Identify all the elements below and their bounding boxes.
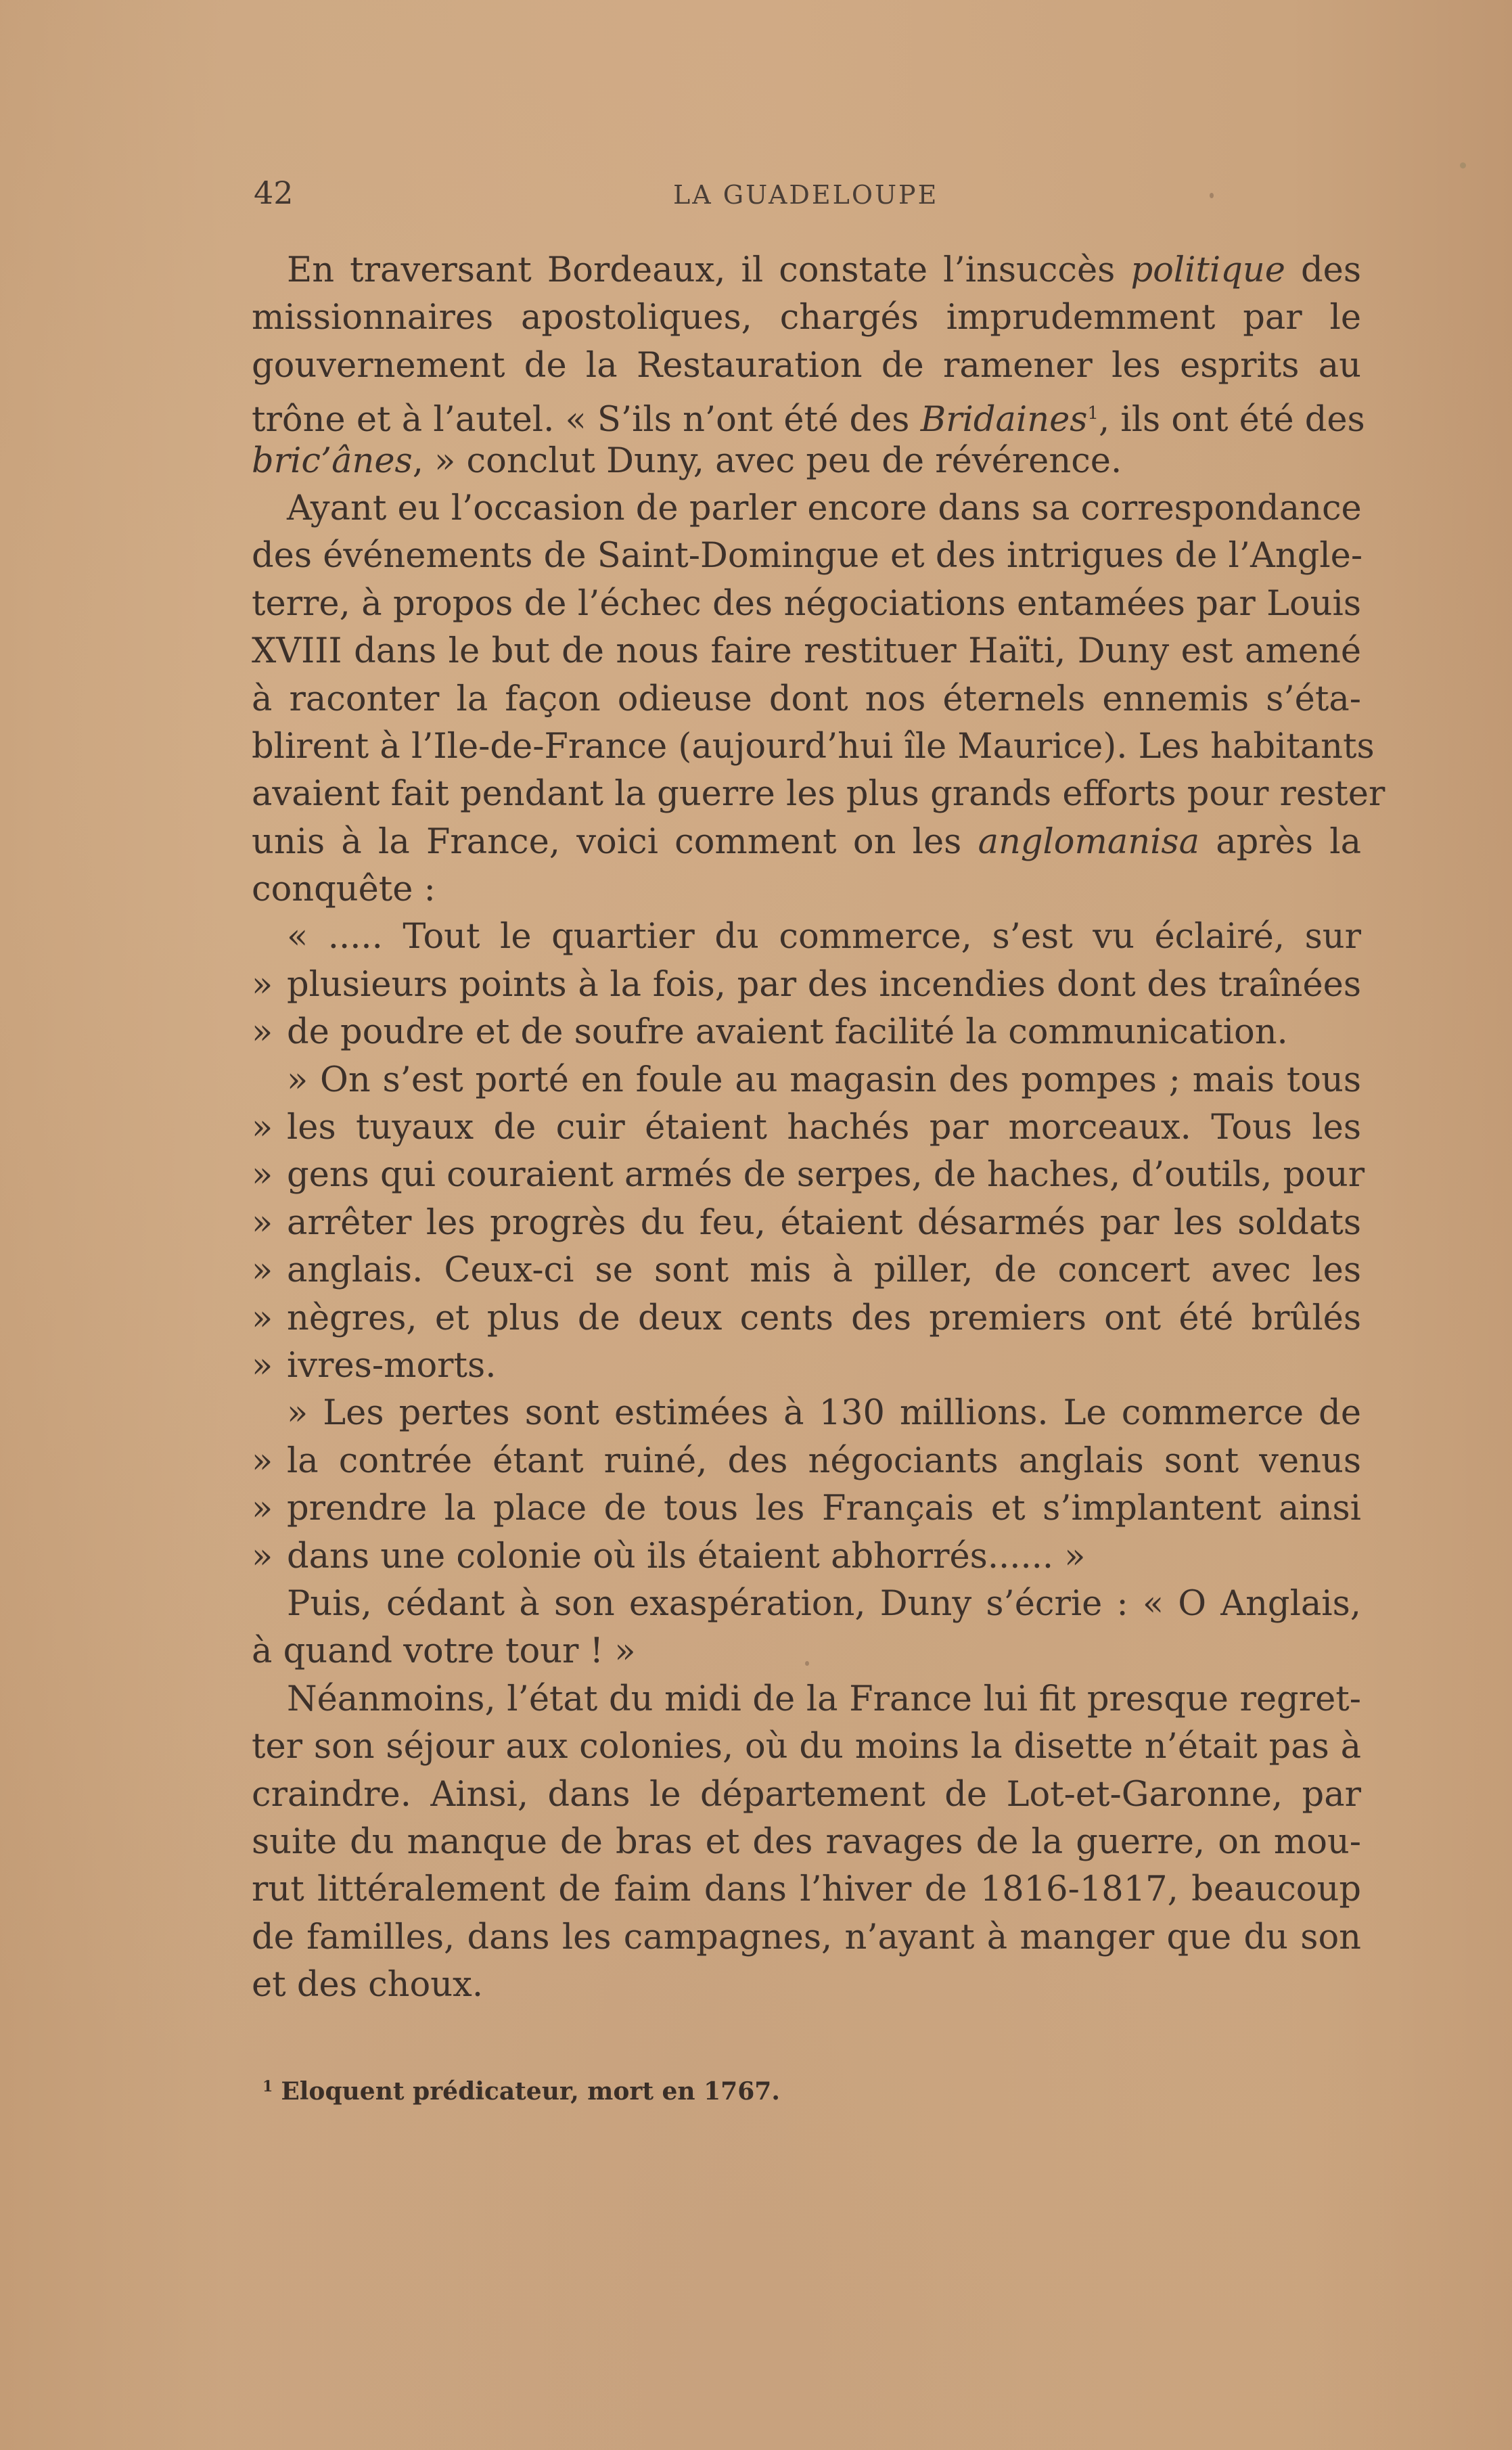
text-line: à raconter la façon odieuse dont nos éternels ennemis s’éta- bbox=[252, 679, 1361, 719]
text-line: unis à la France, voici comment on les anglomanisa après la bbox=[252, 821, 1361, 862]
emphasis: anglomanisa bbox=[978, 821, 1200, 862]
quote-line: » de poudre et de soufre avaient facilité la communication. bbox=[252, 1012, 1288, 1053]
quote-line: » plusieurs points à la fois, par des incendies dont des traînées bbox=[252, 964, 1361, 1005]
running-title: LA GUADELOUPE bbox=[673, 180, 939, 210]
quote-line: » gens qui couraient armés de serpes, de haches, d’outils, pour bbox=[252, 1155, 1365, 1196]
footnote bbox=[262, 2077, 780, 2106]
quote-line: » arrêter les progrès du feu, étaient désarmés par les soldats bbox=[252, 1202, 1361, 1243]
page-header bbox=[254, 175, 1363, 215]
text-line: blirent à l’Ile-de-France (aujourd’hui île Maurice). Les habitants bbox=[252, 726, 1375, 767]
text-line: gouvernement de la Restauration de ramener les esprits au bbox=[252, 345, 1361, 386]
text-line: Ayant eu l’occasion de parler encore dans sa correspondance bbox=[287, 488, 1362, 528]
text-line: à quand votre tour ! » bbox=[252, 1631, 636, 1672]
quote-line: » les tuyaux de cuir étaient hachés par morceaux. Tous les bbox=[252, 1108, 1361, 1148]
paper-speck bbox=[805, 1661, 809, 1666]
quote-line: « ..... Tout le quartier du commerce, s’est vu éclairé, sur bbox=[287, 917, 1361, 957]
footnote-marker: 1 bbox=[262, 2078, 273, 2095]
text-line: craindre. Ainsi, dans le département de Lot-et-Garonne, par bbox=[252, 1774, 1361, 1815]
footnote-ref: 1 bbox=[1087, 403, 1099, 424]
text-line: suite du manque de bras et des ravages de la guerre, on mou- bbox=[252, 1821, 1361, 1862]
text-line: avaient fait pendant la guerre les plus grands efforts pour rester bbox=[252, 774, 1385, 815]
quote-line: » dans une colonie où ils étaient abhorrés...... » bbox=[252, 1536, 1086, 1576]
footnote-text: Eloquent prédicateur, mort en 1767. bbox=[281, 2077, 780, 2106]
text-line: Puis, cédant à son exaspération, Duny s’écrie : « O Anglais, bbox=[287, 1583, 1361, 1624]
text-line: missionnaires apostoliques, chargés imprudemment par le bbox=[252, 298, 1361, 338]
text-line: ter son séjour aux colonies, où du moins la disette n’était pas à bbox=[252, 1727, 1361, 1767]
text-line: de familles, dans les campagnes, n’ayant à manger que du son bbox=[252, 1917, 1361, 1957]
page-number: 42 bbox=[254, 175, 294, 211]
body-text bbox=[252, 247, 1385, 2009]
quote-line: » la contrée étant ruiné, des négociants anglais sont venus bbox=[252, 1440, 1361, 1481]
text-line: et des choux. bbox=[252, 1965, 484, 2005]
text-line: conquête : bbox=[252, 869, 436, 910]
quote-line: » anglais. Ceux-ci se sont mis à piller, de concert avec les bbox=[252, 1250, 1361, 1291]
text-line: rut littéralement de faim dans l’hiver de 1816-1817, beaucoup bbox=[252, 1869, 1361, 1910]
quote-line: » ivres-morts. bbox=[252, 1345, 497, 1386]
text-line: bric’ânes, » conclut Duny, avec peu de révérence. bbox=[252, 440, 1122, 481]
text-line: terre, à propos de l’échec des négociations entamées par Louis bbox=[252, 583, 1361, 624]
quote-line: » prendre la place de tous les Français et s’implantent ainsi bbox=[252, 1489, 1361, 1529]
emphasis: Bridaines bbox=[920, 400, 1088, 440]
quote-line: » nègres, et plus de deux cents des premiers ont été brûlés bbox=[252, 1298, 1361, 1338]
text-line: En traversant Bordeaux, il constate l’insuccès politique des bbox=[287, 250, 1361, 290]
text-line: Néanmoins, l’état du midi de la France lui fit presque regret- bbox=[287, 1679, 1361, 1719]
emphasis: bric’ânes bbox=[252, 440, 413, 481]
text-line: XVIII dans le but de nous faire restituer Haïti, Duny est amené bbox=[252, 631, 1361, 672]
paper-speck bbox=[1210, 193, 1214, 198]
quote-line: » On s’est porté en foule au magasin des pompes ; mais tous bbox=[287, 1060, 1361, 1100]
emphasis: politique bbox=[1130, 250, 1285, 290]
text-line: des événements de Saint-Domingue et des intrigues de l’Angle- bbox=[252, 536, 1363, 576]
text-line: trône et à l’autel. « S’ils n’ont été des Bridaines$^1$, ils ont été des bbox=[252, 400, 1365, 440]
paper-speck bbox=[1460, 162, 1466, 168]
quote-line: » Les pertes sont estimées à 130 millions. Le commerce de bbox=[287, 1393, 1361, 1434]
